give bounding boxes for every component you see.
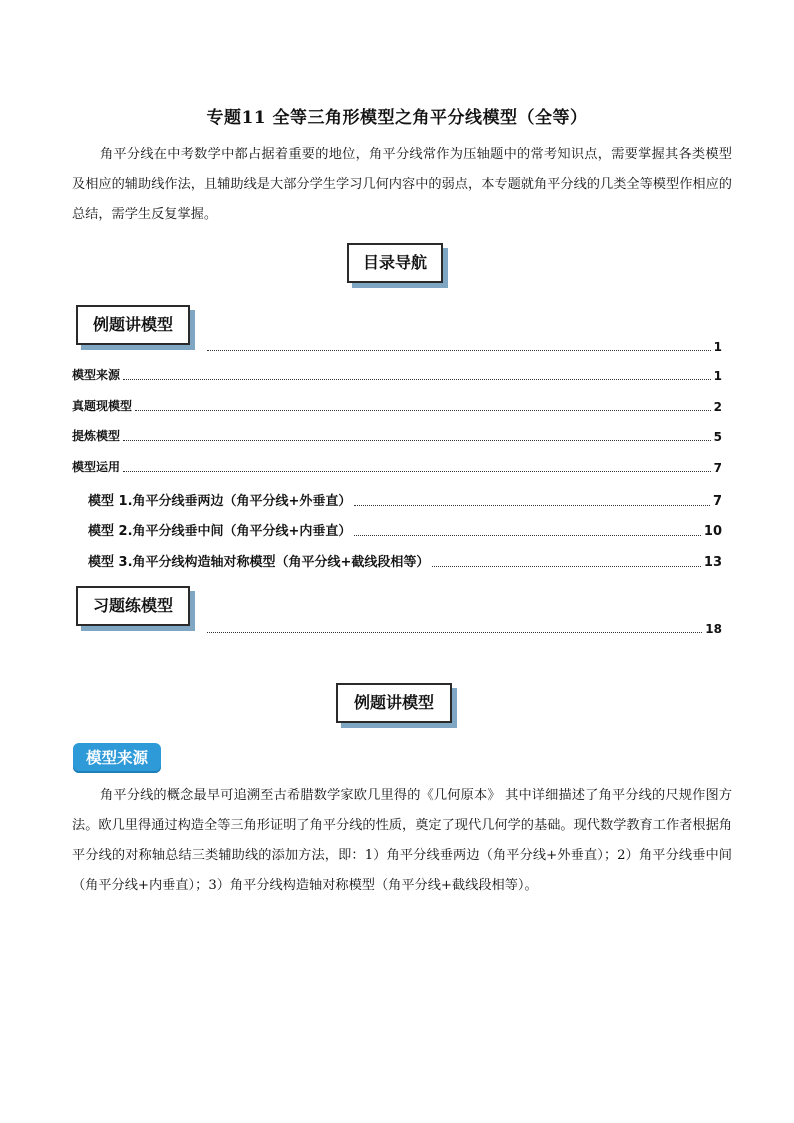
exercises-section-box <box>76 586 190 626</box>
toc-page-number: 18 <box>705 622 722 636</box>
toc-row-exercises[interactable] <box>204 622 722 636</box>
source-paragraph: 角平分线的概念最早可追溯至古希腊数学家欧几里得的《几何原本》 其中详细描述了角平分线的尺规作图方法。欧几里得通过构造全等三角形证明了角平分线的性质，奠定了现代几何学的基础。现代数学教育工作者根据角平分线的对称轴总结三类辅助线的添加方法，即：1）角平分线垂两边（角平分线+外垂直）；2）角平分线垂中间（角平分线+内垂直）；3）角平分线构造轴对称模型（角平分线+截线段相等）。 <box>72 788 732 893</box>
toc-item-label: 模型来源 <box>72 368 121 382</box>
source-tag: 模型来源 <box>73 743 161 773</box>
toc-dot-leader <box>432 565 701 567</box>
intro-paragraph: 角平分线在中考数学中都占据着重要的地位，角平分线常作为压轴题中的常考知识点，需要掌握其各类模型及相应的辅助线作法，且辅助线是大部分学生学习几何内容中的弱点，本专题就角平分线的几类全等模型作相应的总结，需学生反复掌握。 <box>72 147 732 222</box>
body-section-box <box>336 683 452 723</box>
toc-page-number: 2 <box>713 400 722 414</box>
toc-page-number: 1 <box>713 369 722 383</box>
toc-dot-leader <box>354 504 710 506</box>
toc-page-number: 10 <box>703 524 722 539</box>
exercises-section-label: 习题练模型 <box>92 596 173 615</box>
toc-row-real-questions[interactable] <box>72 397 722 414</box>
toc-dot-leader <box>123 470 711 472</box>
document-title: 专题11 全等三角形模型之角平分线模型（全等） <box>206 108 588 128</box>
toc-row-examples[interactable] <box>204 340 722 354</box>
toc-dot-leader <box>135 409 711 411</box>
toc-row-apply[interactable] <box>72 458 722 475</box>
body-section-heading: 例题讲模型 <box>353 693 434 712</box>
toc-subitem-label: 模型 2.角平分线垂中间（角平分线+内垂直） <box>88 524 352 539</box>
toc-page-number: 13 <box>703 555 722 570</box>
toc-page-number: 7 <box>712 494 722 509</box>
toc-heading-box <box>347 243 443 283</box>
toc-dot-leader <box>123 439 711 441</box>
toc-heading: 目录导航 <box>362 253 427 272</box>
toc-row-refine[interactable] <box>72 427 722 444</box>
toc-dot-leader <box>354 534 701 536</box>
toc-item-label: 模型运用 <box>72 460 121 474</box>
toc-dot-leader <box>207 631 702 633</box>
examples-section-box <box>76 305 190 345</box>
toc-dot-leader <box>207 349 711 351</box>
toc-row-model-2[interactable] <box>88 520 722 539</box>
toc-row-model-1[interactable] <box>88 490 722 509</box>
examples-section-label: 例题讲模型 <box>92 315 173 334</box>
toc-dot-leader <box>123 378 711 380</box>
toc-page-number: 1 <box>713 340 722 354</box>
toc-row-model-3[interactable] <box>88 551 722 570</box>
toc-subitem-label: 模型 1.角平分线垂两边（角平分线+外垂直） <box>88 494 352 509</box>
toc-row-source[interactable] <box>72 366 722 383</box>
toc-item-label: 真题现模型 <box>72 399 133 413</box>
toc-subitem-label: 模型 3.角平分线构造轴对称模型（角平分线+截线段相等） <box>88 555 430 570</box>
toc-item-label: 提炼模型 <box>72 429 121 443</box>
toc-page-number: 7 <box>713 461 722 475</box>
toc-page-number: 5 <box>713 430 722 444</box>
